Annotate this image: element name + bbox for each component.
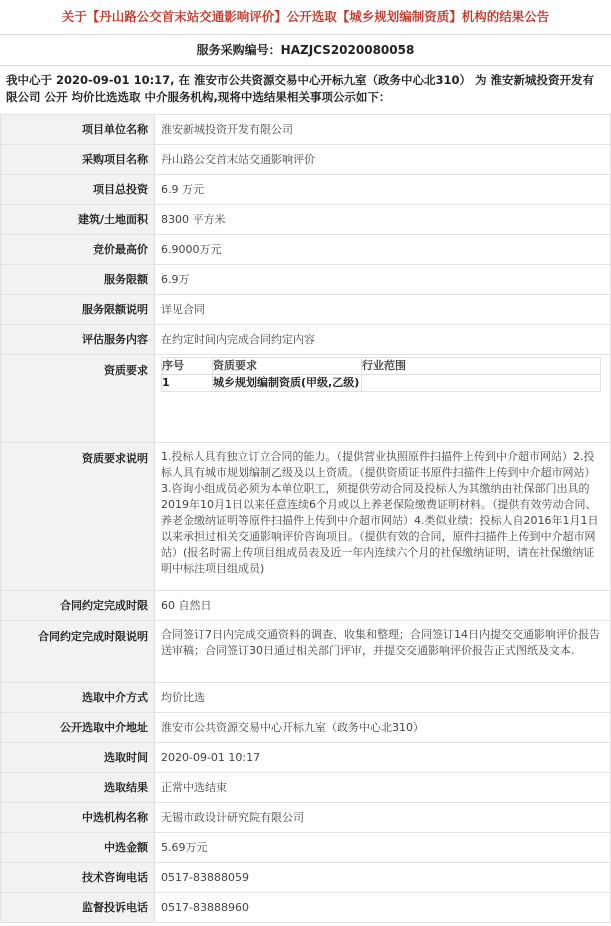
col-header-scope: 行业范围 xyxy=(362,358,601,375)
qualification-desc-row xyxy=(1,443,611,591)
row-label: 建筑/土地面积 xyxy=(1,205,155,235)
row-value: 在约定时间内完成合同约定内容 xyxy=(155,325,611,355)
row-value: 淮安新城投资开发有限公司 xyxy=(155,115,611,145)
table-row xyxy=(1,743,611,773)
table-row xyxy=(1,863,611,893)
deadline-desc-row xyxy=(1,621,611,683)
row-value: 正常中选结束 xyxy=(155,773,611,803)
qualification-desc-text: 1.投标人具有独立订立合同的能力。（提供营业执照原件扫描件上传到中介超市网站）2.投标人具有城市规划编制乙级及以上资质。（提供资质证书原件扫描件上传到中介超市网站）3.咨询小组成员必须为本单位职工，须提供劳动合同及投标人为其缴纳由社保部门出具的2019年10月1日以来任意连续6个月或以上养老保险缴费证明材料。（提供有效劳动合同、养老金缴纳证明等原件扫描件上传到中介超市网站）4.类似业绩：投标人自2016年1月1日以来承担过相关交通影响评价咨询项目。（提供有效的合同，原件扫描件上传到中介超市网站）(报名时需上传项目组成员表及近一年内连续六个月的社保缴纳证明，请在社保缴纳证明中标注项目组成员) xyxy=(155,443,611,591)
row-label: 选取结果 xyxy=(1,773,155,803)
row-label: 选取中介方式 xyxy=(1,683,155,713)
table-row xyxy=(1,145,611,175)
result-table xyxy=(0,114,611,923)
row-value: 2020-09-01 10:17 xyxy=(155,743,611,773)
row-label: 竞价最高价 xyxy=(1,235,155,265)
table-row xyxy=(1,713,611,743)
row-label: 中选金额 xyxy=(1,833,155,863)
table-row xyxy=(1,683,611,713)
row-label: 服务限额 xyxy=(1,265,155,295)
col-header-requirement: 资质要求 xyxy=(213,358,362,375)
row-label: 评估服务内容 xyxy=(1,325,155,355)
row-value xyxy=(155,355,611,443)
row-value: 6.9万 xyxy=(155,265,611,295)
table-row xyxy=(1,115,611,145)
row-value: 无锡市政设计研究院有限公司 xyxy=(155,803,611,833)
row-value: 6.9 万元 xyxy=(155,175,611,205)
row-label: 合同约定完成时限说明 xyxy=(1,621,155,683)
table-row xyxy=(1,833,611,863)
table-row xyxy=(1,893,611,923)
row-value: 6.9000万元 xyxy=(155,235,611,265)
table-row xyxy=(1,175,611,205)
qualification-requirement: 城乡规划编制资质(甲级,乙级) xyxy=(213,375,362,392)
table-row xyxy=(1,803,611,833)
qualification-row xyxy=(1,355,611,443)
qualification-no: 1 xyxy=(162,375,213,392)
procurement-number: 服务采购编号：HAZJCS2020080058 xyxy=(196,43,415,57)
row-label: 技术咨询电话 xyxy=(1,863,155,893)
row-label: 合同约定完成时限 xyxy=(1,591,155,621)
announcement-title: 关于【丹山路公交首末站交通影响评价】公开选取【城乡规划编制资质】机构的结果公告 xyxy=(61,9,550,24)
qualification-item xyxy=(162,375,601,392)
qualification-header xyxy=(162,358,601,375)
row-value: 8300 平方米 xyxy=(155,205,611,235)
row-label: 资质要求说明 xyxy=(1,443,155,591)
row-value: 丹山路公交首末站交通影响评价 xyxy=(155,145,611,175)
row-value: 0517-83888960 xyxy=(155,893,611,923)
row-value: 5.69万元 xyxy=(155,833,611,863)
qualification-table xyxy=(161,357,601,392)
row-value: 0517-83888059 xyxy=(155,863,611,893)
row-label: 项目单位名称 xyxy=(1,115,155,145)
qualification-scope xyxy=(362,375,601,392)
row-label: 监督投诉电话 xyxy=(1,893,155,923)
table-row xyxy=(1,295,611,325)
table-row xyxy=(1,325,611,355)
table-row xyxy=(1,205,611,235)
deadline-desc-text: 合同签订7日内完成交通资料的调查、收集和整理；合同签订14日内提交交通影响评价报告送审稿；合同签订30日通过相关部门评审，并提交交通影响评价报告正式图纸及文本. xyxy=(155,621,611,683)
row-label: 项目总投资 xyxy=(1,175,155,205)
row-label: 服务限额说明 xyxy=(1,295,155,325)
row-label: 公开选取中介地址 xyxy=(1,713,155,743)
row-label: 资质要求 xyxy=(1,355,155,443)
row-value: 60 自然日 xyxy=(155,591,611,621)
intro-paragraph: 我中心于 2020-09-01 10:17, 在 淮安市公共资源交易中心开标九室（政务中心北310） 为 淮安新城投资开发有限公司 公开 均价比选选取 中介服务机构,现将中选结果相关事项公示如下： xyxy=(6,73,595,104)
table-row xyxy=(1,265,611,295)
table-row xyxy=(1,773,611,803)
col-header-no: 序号 xyxy=(162,358,213,375)
row-label: 选取时间 xyxy=(1,743,155,773)
row-label: 中选机构名称 xyxy=(1,803,155,833)
row-value: 均价比选 xyxy=(155,683,611,713)
table-row xyxy=(1,235,611,265)
row-value: 详见合同 xyxy=(155,295,611,325)
table-row xyxy=(1,591,611,621)
row-label: 采购项目名称 xyxy=(1,145,155,175)
row-value: 淮安市公共资源交易中心开标九室（政务中心北310） xyxy=(155,713,611,743)
